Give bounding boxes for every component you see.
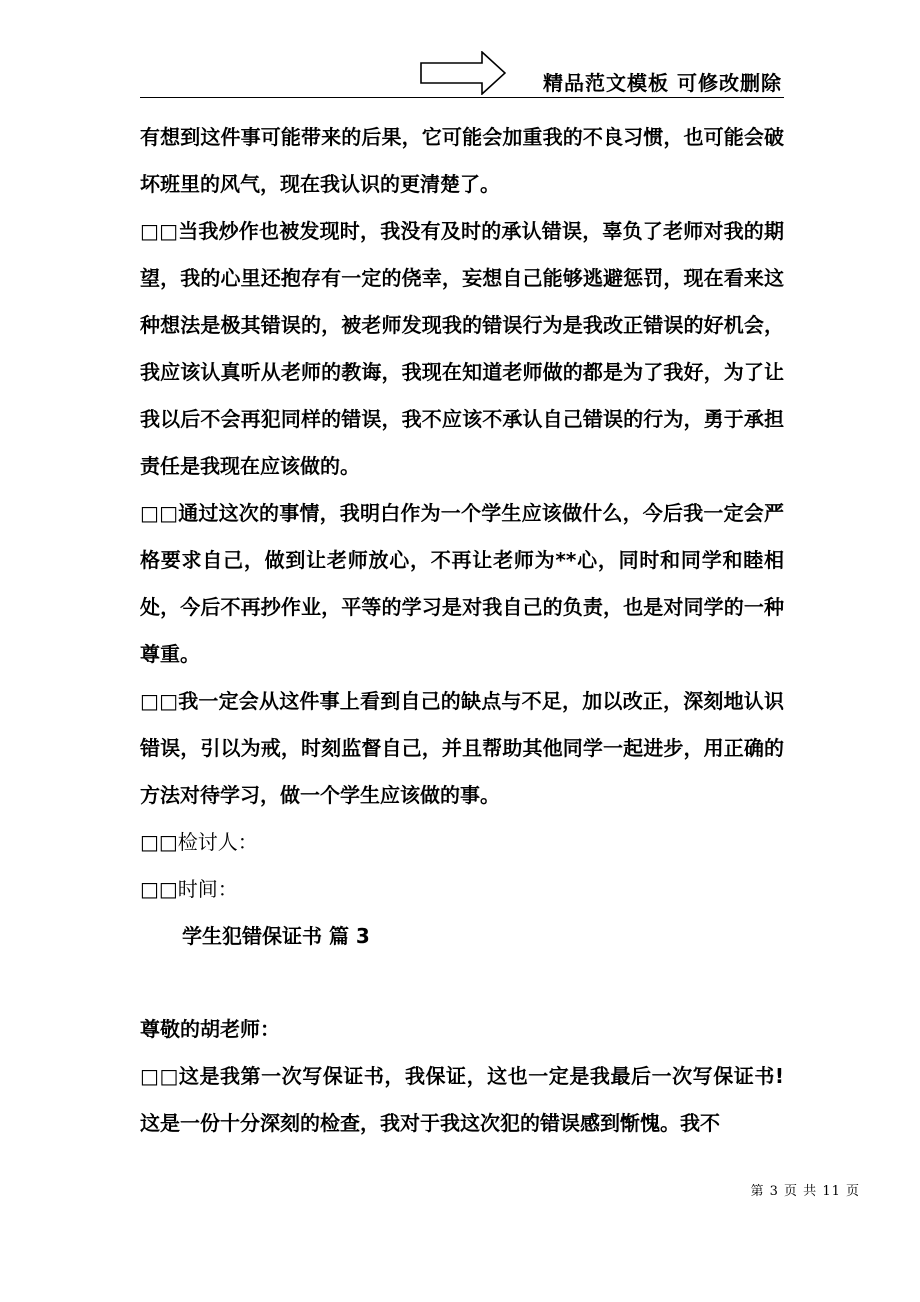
spacer <box>140 960 784 1006</box>
paragraph-3: □□通过这次的事情，我明白作为一个学生应该做什么，今后我一定会严格要求自己，做到让老师放心，不再让老师为**心，同时和同学和睦相处，今后不再抄作业，平等的学习是对我自己的负责，也是对同学的一种尊重。 <box>140 501 784 666</box>
paragraph-7: □□这是我第一次写保证书，我保证，这也一定是我最后一次写保证书!这是一份十分深刻的检查，我对于我这次犯的错误感到惭愧。我不 <box>140 1064 784 1135</box>
document-body <box>140 114 784 1147</box>
paragraph-4: □□我一定会从这件事上看到自己的缺点与不足，加以改正，深刻地认识错误，引以为戒，时刻监督自己，并且帮助其他同学一起进步，用正确的方法对待学习，做一个学生应该做的事。 <box>140 689 784 807</box>
salutation: 尊敬的胡老师： <box>140 1017 280 1041</box>
date-line: □□时间： <box>140 877 238 901</box>
paragraph-1: 有想到这件事可能带来的后果，它可能会加重我的不良习惯，也可能会破坏班里的风气，现在我认识的更清楚了。 <box>140 125 784 196</box>
page-header <box>140 48 784 98</box>
page-number: 第 3 页 共 11 页 <box>750 1184 860 1199</box>
section-title: 学生犯错保证书 篇 3 <box>182 924 370 948</box>
header-title: 精品范文模板 可修改删除 <box>543 71 782 95</box>
reviewer-line: □□检讨人： <box>140 830 258 854</box>
header-divider <box>140 97 784 98</box>
arrow-right-icon <box>420 51 506 95</box>
paragraph-2: □□当我炒作也被发现时，我没有及时的承认错误，辜负了老师对我的期望，我的心里还抱存有一定的侥幸，妄想自己能够逃避惩罚，现在看来这种想法是极其错误的，被老师发现我的错误行为是我改正错误的好机会，我应该认真听从老师的教诲，我现在知道老师做的都是为了我好，为了让我以后不会再犯同样的错误，我不应该不承认自己错误的行为，勇于承担责任是我现在应该做的。 <box>140 219 784 478</box>
